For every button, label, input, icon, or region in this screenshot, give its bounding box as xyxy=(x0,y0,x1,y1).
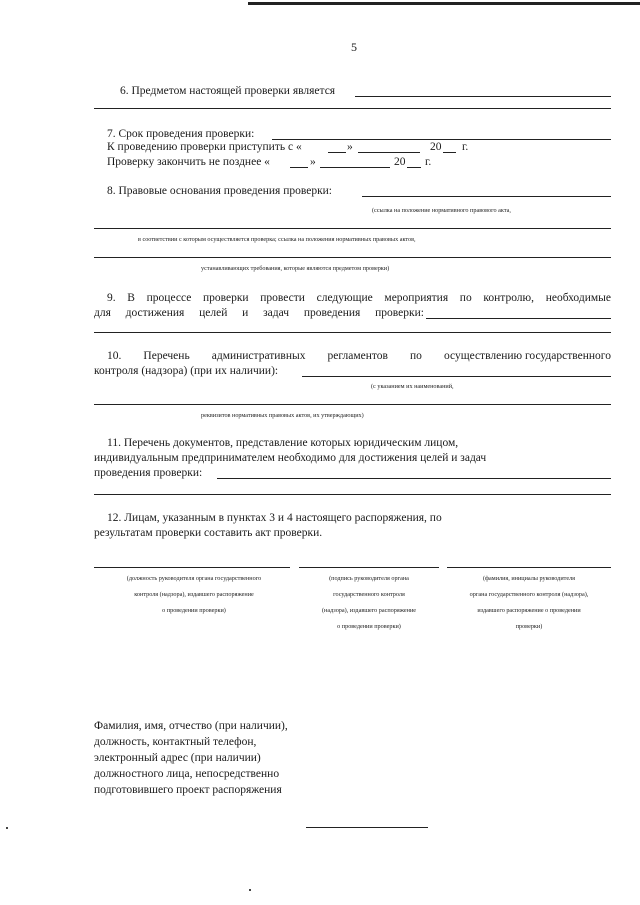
caption-line: государственного контроля xyxy=(333,591,405,598)
bottom-signature-line xyxy=(306,827,428,828)
item8-note-2: в соответствии с которым осуществляется проверка; ссылка на положения нормативных правовых актов, xyxy=(138,236,416,243)
caption-line: издавшего распоряжение о проведении xyxy=(477,607,581,614)
item10-line-1 xyxy=(107,349,611,363)
item7-end-mid: » xyxy=(310,156,316,168)
item10-word: осуществлению государственного xyxy=(443,350,611,362)
item7-start-suffix: г. xyxy=(462,141,469,153)
item8-note-3: устанавливающих требования, которые являются предметом проверки) xyxy=(201,265,390,272)
preparer-line: Фамилия, имя, отчество (при наличии), xyxy=(94,720,288,732)
caption-line: (должность руководителя органа государственного xyxy=(126,575,262,582)
item9-line-1 xyxy=(107,291,611,305)
item9-word: мероприятия xyxy=(384,292,449,304)
item7-heading: 7. Срок проведения проверки: xyxy=(107,128,255,140)
preparer-line: должность, контактный телефон, xyxy=(94,736,257,748)
item10-note-1: (с указанием их наименований, xyxy=(371,383,454,390)
signature-caption-position xyxy=(89,575,299,615)
item10-note-2: реквизитов нормативных правовых актов, их утверждающих) xyxy=(201,412,364,419)
item8-note-1: (ссылка на положение нормативного правового акта, xyxy=(372,207,511,214)
item11-fill-line xyxy=(217,478,611,479)
item8-fill-line-2 xyxy=(94,228,611,229)
item10-word: регламентов xyxy=(327,350,388,362)
item9-word: 9. xyxy=(107,292,116,304)
item11-line-2: индивидуальным предпринимателем необходимо для достижения целей и задач xyxy=(94,452,487,464)
item9-word: следующие xyxy=(316,292,373,304)
item7-end-prefix: Проверку закончить не позднее « xyxy=(107,156,270,168)
signature-line-position xyxy=(94,567,290,568)
item8-heading: 8. Правовые основания проведения проверки: xyxy=(107,185,333,197)
caption-line: о проведении проверки) xyxy=(337,623,401,630)
item9-word: необходимые xyxy=(545,292,611,304)
item7-end-suffix: г. xyxy=(425,156,432,168)
item9-fill-line xyxy=(426,318,611,319)
item10-fill-line xyxy=(302,376,611,377)
item7-end-year-line xyxy=(407,167,421,168)
item7-start-month-line xyxy=(358,152,420,153)
item9-word: задач xyxy=(263,307,290,319)
signature-caption-signature xyxy=(297,575,441,631)
item9-word: проведения xyxy=(303,307,361,319)
signature-caption-name xyxy=(445,575,613,631)
caption-line: (надзора), издавшего распоряжение xyxy=(321,607,417,614)
caption-line: о проведении проверки) xyxy=(162,607,226,614)
preparer-line: подготовившего проект распоряжения xyxy=(94,784,282,796)
item6-fill-line xyxy=(355,96,611,97)
caption-line: органа государственного контроля (надзора), xyxy=(469,591,589,598)
item9-word: целей xyxy=(199,307,228,319)
item9-word: проверки xyxy=(202,292,249,304)
caption-line: проверки) xyxy=(515,623,543,630)
item10-word: Перечень xyxy=(143,350,190,362)
item9-word: В xyxy=(127,292,135,304)
item9-fill-line-2 xyxy=(94,332,611,333)
caption-line: контроля (надзора), издавшего распоряжение xyxy=(134,591,254,598)
item9-word: для xyxy=(94,307,111,319)
item7-start-year-line xyxy=(443,152,456,153)
caption-line: (подпись руководителя органа xyxy=(329,575,409,582)
item9-word: контролю, xyxy=(483,292,535,304)
item7-start-day-line xyxy=(328,152,346,153)
item7-fill-line xyxy=(272,139,611,140)
item8-fill-line xyxy=(362,196,611,197)
item12-line-1: 12. Лицам, указанным в пунктах 3 и 4 настоящего распоряжения, по xyxy=(107,512,442,524)
item9-word: провести xyxy=(260,292,305,304)
item12-line-2: результатам проверки составить акт проверки. xyxy=(94,527,323,539)
signature-line-signature xyxy=(299,567,439,568)
preparer-line: должностного лица, непосредственно xyxy=(94,768,280,780)
item10-word: по xyxy=(410,350,422,362)
item7-start-year: 20 xyxy=(430,141,442,153)
item9-word: проверки: xyxy=(375,307,424,319)
top-border-line xyxy=(248,2,640,5)
item11-fill-line-2 xyxy=(94,494,611,495)
item10-line-2: контроля (надзора) (при их наличии): xyxy=(94,365,279,377)
caption-line: (фамилия, инициалы руководителя xyxy=(482,575,576,582)
item10-fill-line-2 xyxy=(94,404,611,405)
page-number: 5 xyxy=(351,40,357,54)
item7-end-month-line xyxy=(320,167,390,168)
preparer-line: электронный адрес (при наличии) xyxy=(94,752,261,764)
item7-start-prefix: К проведению проверки приступить с « xyxy=(107,141,302,153)
item11-line-1: 11. Перечень документов, представление которых юридическим лицом, xyxy=(107,437,459,449)
item7-start-mid: » xyxy=(347,141,353,153)
item11-line-3: проведения проверки: xyxy=(94,467,203,479)
item9-word: достижения xyxy=(125,307,185,319)
scan-speck xyxy=(6,827,8,829)
item9-word: по xyxy=(459,292,472,304)
item6-text: 6. Предметом настоящей проверки является xyxy=(120,85,336,97)
item7-end-day-line xyxy=(290,167,308,168)
item9-word: и xyxy=(242,307,249,319)
scan-speck xyxy=(249,889,251,891)
item8-fill-line-3 xyxy=(94,257,611,258)
item9-line-2 xyxy=(94,306,424,320)
item6-fill-line-2 xyxy=(94,108,611,109)
preparer-block xyxy=(94,718,288,798)
item7-end-year: 20 xyxy=(394,156,406,168)
item9-word: процессе xyxy=(146,292,192,304)
item10-word: административных xyxy=(211,350,306,362)
signature-line-name xyxy=(447,567,611,568)
item10-word: 10. xyxy=(107,350,122,362)
